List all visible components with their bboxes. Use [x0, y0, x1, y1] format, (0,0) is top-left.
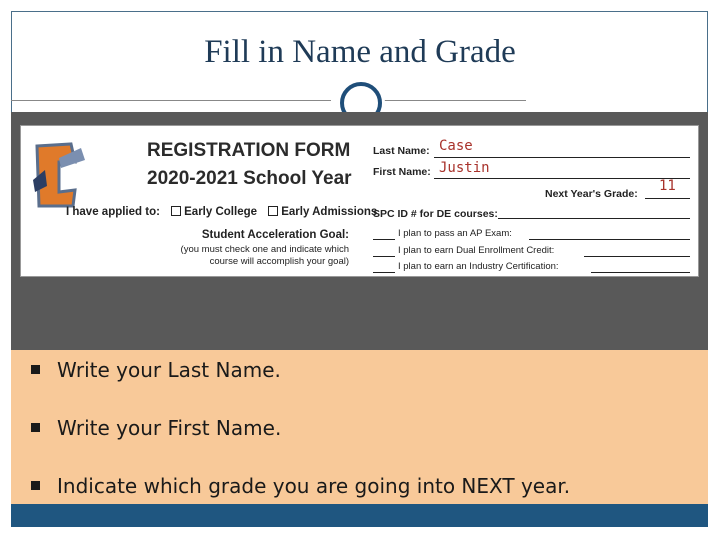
- school-logo: [31, 140, 87, 210]
- ap-blank: [373, 239, 395, 240]
- title-divider-right: [384, 100, 526, 101]
- bullet-text: Write your Last Name.: [57, 358, 281, 382]
- bullet-text: Indicate which grade you are going into NEXT year.: [57, 474, 571, 498]
- bullet-first-name: [31, 416, 281, 440]
- spc-id-label: SPC ID # for DE courses:: [373, 208, 498, 220]
- registration-form-image: [20, 125, 699, 277]
- early-admissions-label: Early Admissions: [281, 206, 378, 218]
- square-bullet-icon: [31, 423, 40, 432]
- goal-label: Student Acceleration Goal:: [201, 229, 349, 241]
- plan-industry: I plan to earn an Industry Certification:: [398, 261, 559, 272]
- grade-line: [645, 198, 690, 199]
- early-admissions-checkbox: [268, 206, 278, 216]
- form-school-year: 2020-2021 School Year: [147, 168, 352, 189]
- bullet-text: Write your First Name.: [57, 416, 282, 440]
- square-bullet-icon: [31, 481, 40, 490]
- first-name-value: Justin: [439, 160, 490, 176]
- first-name-line: [434, 178, 690, 179]
- early-college-label: Early College: [184, 206, 258, 218]
- applied-label: I have applied to:: [66, 206, 160, 218]
- bottom-bar: [11, 504, 708, 527]
- first-name-label: First Name:: [373, 166, 431, 178]
- plan-ap: I plan to pass an AP Exam:: [398, 228, 512, 239]
- last-name-line: [434, 157, 690, 158]
- goal-note: (you must check one and indicate which course will accomplish your goal): [180, 244, 349, 267]
- slide-title: Fill in Name and Grade: [204, 34, 516, 70]
- last-name-value: Case: [439, 138, 473, 154]
- industry-blank: [373, 272, 395, 273]
- title-divider-left: [11, 100, 331, 101]
- form-heading: REGISTRATION FORM: [147, 140, 351, 161]
- plan-ap-line: [529, 239, 690, 240]
- plan-industry-line: [591, 272, 690, 273]
- bullet-last-name: [31, 358, 281, 382]
- bullet-grade: [31, 474, 570, 498]
- last-name-label: Last Name:: [373, 145, 430, 157]
- plan-de-line: [584, 256, 690, 257]
- grade-value: 11: [659, 178, 676, 194]
- plan-de: I plan to earn Dual Enrollment Credit:: [398, 245, 555, 256]
- spc-id-line: [498, 218, 690, 219]
- square-bullet-icon: [31, 365, 40, 374]
- applied-row: [66, 206, 377, 218]
- instruction-panel: [11, 350, 708, 504]
- early-college-checkbox: [171, 206, 181, 216]
- grade-label: Next Year's Grade:: [545, 188, 638, 200]
- de-blank: [373, 256, 395, 257]
